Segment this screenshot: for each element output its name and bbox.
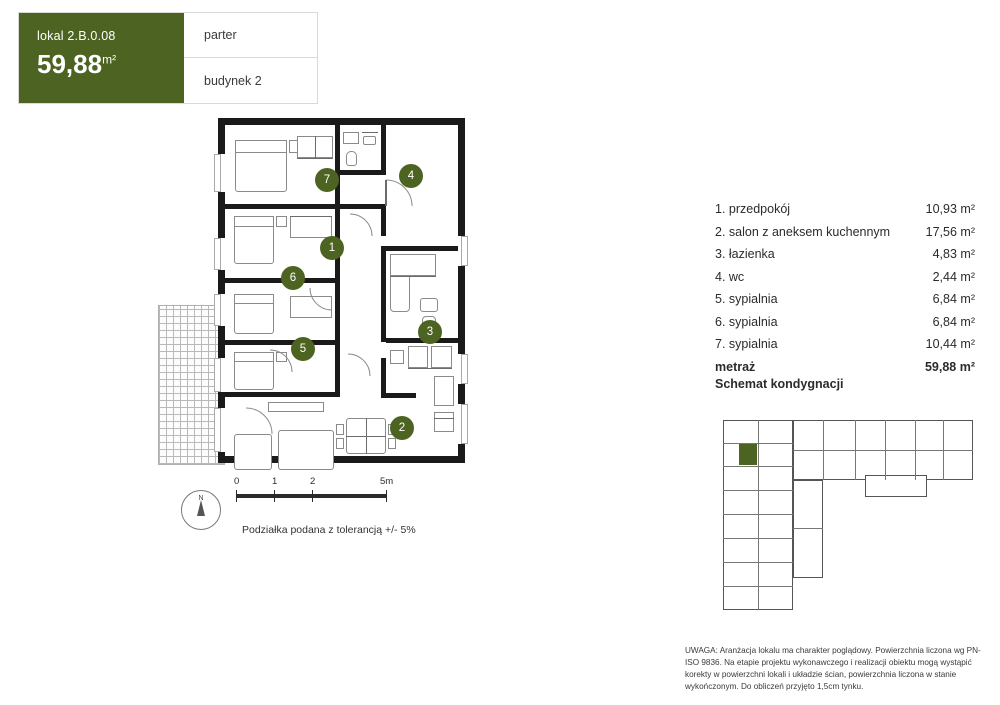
furniture-sofa-left xyxy=(234,434,272,470)
counter-line-kitchen xyxy=(408,368,452,369)
furniture-wardrobe-5 xyxy=(290,296,332,318)
room-marker-7[interactable]: 7 xyxy=(315,168,339,192)
fixture-hob xyxy=(431,346,452,368)
legend-room-name: 2. salon z aneksem kuchennym xyxy=(715,224,891,239)
fixture-line-3 xyxy=(390,276,436,277)
furniture-sofa-right xyxy=(278,430,334,470)
legend-room-name: 1. przedpokój xyxy=(715,202,791,216)
wall-int-10 xyxy=(335,283,340,343)
building-label: budynek 2 xyxy=(204,73,262,88)
legend-room-area: 6,84 m² xyxy=(932,292,975,306)
legend-room-name: 4. wc xyxy=(715,269,745,284)
wall-int-1 xyxy=(225,204,340,209)
room-marker-6[interactable]: 6 xyxy=(281,266,305,290)
balcony-door-frame xyxy=(214,408,221,452)
unit-summary-box xyxy=(19,13,184,103)
fixture-fridge xyxy=(434,376,454,406)
window-frame-2 xyxy=(214,238,221,270)
disclaimer-note: UWAGA: Aranżacja lokalu ma charakter poglądowy. Powierzchnia liczona wg PN-ISO 9836. Na etapie projektu wykonawczego i realizacji obiektu mogą wystąpić korekty w powierzchni lokali i układzie ścian, powierzchnia liczona w stanie wykończonym. Do obliczeń przyjęto 1,5cm tynku. xyxy=(685,646,981,691)
legend-room-area: 10,93 m² xyxy=(925,202,975,216)
fixture-oven xyxy=(434,412,454,432)
unit-area-unit: m² xyxy=(102,52,117,67)
wall-int-2 xyxy=(335,125,340,209)
unit-code-label: lokal 2.B.0.08 xyxy=(37,29,116,43)
legend-row xyxy=(715,225,975,239)
fixture-sink-4 xyxy=(363,136,376,145)
legend-room-area: 10,44 m² xyxy=(925,337,975,351)
legend-row xyxy=(715,247,975,261)
legend-room-name: 3. łazienka xyxy=(715,247,775,261)
legend-room-area: 6,84 m² xyxy=(932,314,975,329)
room-legend xyxy=(715,202,975,391)
legend-total-value: 59,88 m² xyxy=(924,359,975,374)
compass-needle xyxy=(197,500,205,516)
fixture-shelf-3 xyxy=(390,254,436,276)
scale-tick-3: 5m xyxy=(380,476,394,487)
furniture-nightstand-6 xyxy=(276,216,287,227)
legend-row xyxy=(715,270,975,284)
fixture-sink-3 xyxy=(420,298,438,312)
legend-room-name: 7. sypialnia xyxy=(715,337,778,351)
wall-int-3 xyxy=(340,170,386,175)
window-frame-right-3 xyxy=(461,404,468,444)
room-marker-2[interactable]: 2 xyxy=(390,416,414,440)
legend-total-row xyxy=(715,360,975,374)
fixture-toilet-4 xyxy=(346,151,357,166)
room-marker-4[interactable]: 4 xyxy=(399,164,423,188)
wall-int-6 xyxy=(340,204,386,209)
scale-note: Podziałka podana z tolerancją +/- 5% xyxy=(242,524,416,536)
wardrobe-div-7 xyxy=(315,136,316,158)
window-frame-1 xyxy=(214,154,221,192)
wall-top xyxy=(218,118,465,125)
keyplan-highlight-unit xyxy=(739,443,757,465)
floor-key-plan xyxy=(715,420,980,620)
scale-tick-0: 0 xyxy=(234,476,240,487)
legend-room-area: 2,44 m² xyxy=(932,269,975,284)
legend-room-area: 17,56 m² xyxy=(925,224,975,239)
furniture-wardrobe-6 xyxy=(290,216,332,238)
legend-row xyxy=(715,337,975,351)
furniture-pillow-7 xyxy=(235,140,287,153)
room-marker-3[interactable]: 3 xyxy=(418,320,442,344)
window-frame-right-2 xyxy=(461,354,468,384)
wall-int-9 xyxy=(225,340,340,345)
fixture-counter-4 xyxy=(362,132,378,133)
unit-header-badge xyxy=(18,12,318,104)
wall-int-4 xyxy=(381,125,386,175)
fixture-sink-kitchen xyxy=(390,350,404,364)
floor-plan xyxy=(150,118,490,488)
scale-bar xyxy=(234,476,436,504)
window-frame-right-1 xyxy=(461,236,468,266)
furniture-pillow-6 xyxy=(234,216,274,227)
furniture-chair-4 xyxy=(388,438,396,449)
room-marker-1[interactable]: 1 xyxy=(320,236,344,260)
wardrobe-line-7 xyxy=(297,158,333,159)
fixture-washer-4 xyxy=(343,132,359,144)
compass-north-label: N xyxy=(198,495,204,502)
wall-int-12 xyxy=(225,392,340,397)
furniture-tv-unit xyxy=(268,402,324,412)
furniture-pillow-5b xyxy=(234,294,274,304)
furniture-pillow-5 xyxy=(234,352,274,362)
floor-label: parter xyxy=(184,13,318,58)
legend-total-label: metraż xyxy=(715,359,756,374)
keyplan-block-stair xyxy=(865,475,927,497)
scale-tick-2: 2 xyxy=(310,476,316,487)
room-marker-5[interactable]: 5 xyxy=(291,337,315,361)
furniture-chair-2 xyxy=(336,438,344,449)
legend-room-name: 6. sypialnia xyxy=(715,314,778,329)
unit-area-label xyxy=(37,49,184,80)
scale-tick-1: 1 xyxy=(272,476,278,487)
wall-int-13 xyxy=(381,246,386,342)
fixture-counter-kitchen xyxy=(408,346,428,368)
wall-int-17 xyxy=(386,393,416,398)
window-frame-4 xyxy=(214,358,221,392)
oven-line xyxy=(434,418,454,419)
keyplan-block-middle xyxy=(793,480,823,578)
wall-int-16 xyxy=(381,358,386,398)
legend-row xyxy=(715,315,975,329)
window-frame-3 xyxy=(214,294,221,326)
schema-title: Schemat kondygnacji xyxy=(715,376,844,391)
wall-int-11 xyxy=(335,345,340,397)
furniture-nightstand-5 xyxy=(276,352,287,362)
legend-room-area: 4,83 m² xyxy=(932,247,975,261)
legend-room-name: 5. sypialnia xyxy=(715,292,778,306)
wall-int-14 xyxy=(386,246,458,251)
legend-row xyxy=(715,292,975,306)
dining-table-line2 xyxy=(366,418,367,454)
compass-icon xyxy=(181,490,221,530)
furniture-chair-1 xyxy=(336,424,344,435)
wardrobe-line-6 xyxy=(290,216,332,217)
unit-area-value: 59,88 xyxy=(37,49,103,79)
legend-row xyxy=(715,202,975,216)
